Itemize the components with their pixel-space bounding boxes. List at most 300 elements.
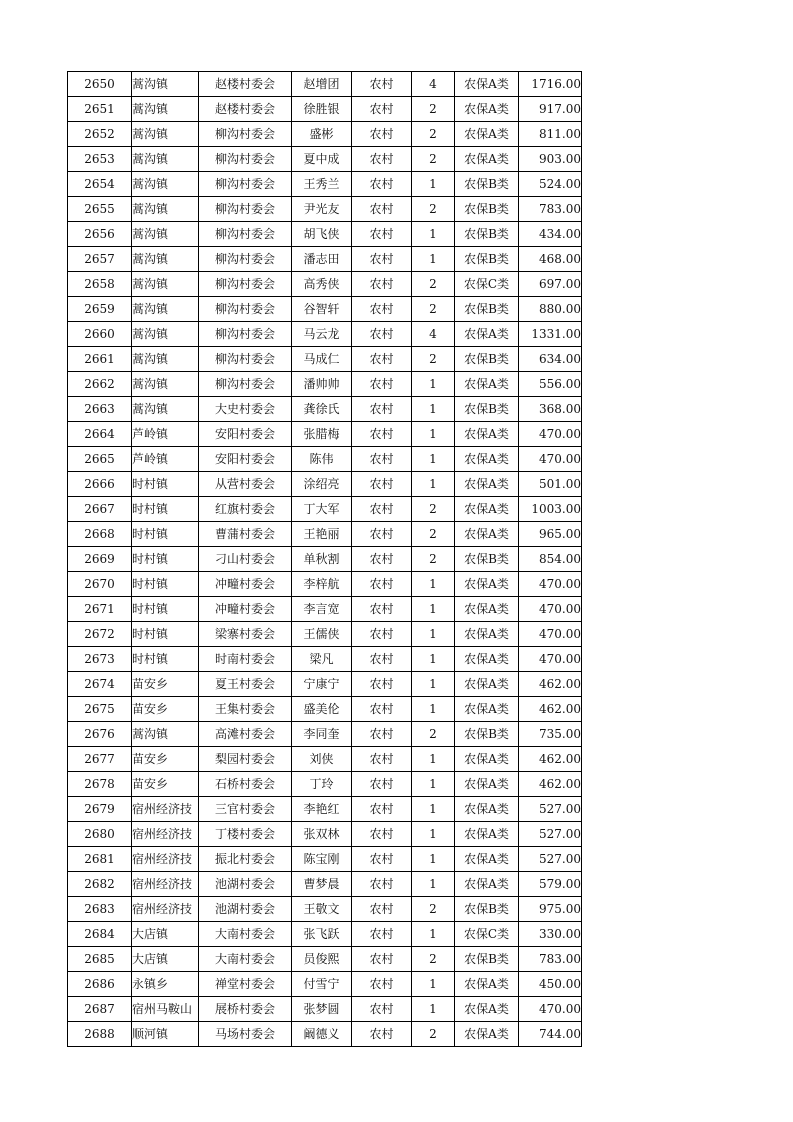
table-row (68, 472, 582, 497)
person-name-cell: 马成仁 (292, 347, 352, 372)
member-count-cell: 1 (412, 772, 455, 797)
household-type-cell: 农村 (352, 222, 412, 247)
insurance-category-cell: 农保A类 (455, 322, 519, 347)
member-count-cell: 2 (412, 897, 455, 922)
village-committee-cell: 柳沟村委会 (199, 172, 292, 197)
insurance-category-cell: 农保A类 (455, 597, 519, 622)
person-name-cell: 潘志田 (292, 247, 352, 272)
village-committee-cell: 柳沟村委会 (199, 247, 292, 272)
insurance-category-cell: 农保A类 (455, 997, 519, 1022)
village-committee-cell: 冲疃村委会 (199, 597, 292, 622)
household-type-cell: 农村 (352, 547, 412, 572)
table-row (68, 497, 582, 522)
person-name-cell: 涂绍亮 (292, 472, 352, 497)
member-count-cell: 2 (412, 522, 455, 547)
record-id-cell: 2657 (68, 247, 132, 272)
member-count-cell: 2 (412, 1022, 455, 1047)
table-row (68, 622, 582, 647)
roster-body (68, 72, 582, 1047)
town-name-cell: 时村镇 (132, 572, 199, 597)
household-type-cell: 农村 (352, 247, 412, 272)
person-name-cell: 张腊梅 (292, 422, 352, 447)
table-row (68, 797, 582, 822)
record-id-cell: 2682 (68, 872, 132, 897)
town-name-cell: 大店镇 (132, 922, 199, 947)
member-count-cell: 1 (412, 672, 455, 697)
member-count-cell: 1 (412, 472, 455, 497)
record-id-cell: 2670 (68, 572, 132, 597)
record-id-cell: 2681 (68, 847, 132, 872)
table-row (68, 1022, 582, 1047)
amount-value-cell: 470.00 (519, 647, 582, 672)
roster-table (67, 71, 582, 1047)
town-name-cell: 蒿沟镇 (132, 122, 199, 147)
village-committee-cell: 王集村委会 (199, 697, 292, 722)
household-type-cell: 农村 (352, 722, 412, 747)
record-id-cell: 2659 (68, 297, 132, 322)
village-committee-cell: 柳沟村委会 (199, 222, 292, 247)
person-name-cell: 张梦圆 (292, 997, 352, 1022)
household-type-cell: 农村 (352, 847, 412, 872)
household-type-cell: 农村 (352, 772, 412, 797)
table-row (68, 422, 582, 447)
insurance-category-cell: 农保B类 (455, 297, 519, 322)
town-name-cell: 时村镇 (132, 597, 199, 622)
table-row (68, 372, 582, 397)
town-name-cell: 蒿沟镇 (132, 172, 199, 197)
member-count-cell: 2 (412, 347, 455, 372)
table-row (68, 197, 582, 222)
household-type-cell: 农村 (352, 597, 412, 622)
insurance-category-cell: 农保A类 (455, 772, 519, 797)
town-name-cell: 蒿沟镇 (132, 722, 199, 747)
table-row (68, 997, 582, 1022)
amount-value-cell: 811.00 (519, 122, 582, 147)
village-committee-cell: 池湖村委会 (199, 872, 292, 897)
household-type-cell: 农村 (352, 497, 412, 522)
household-type-cell: 农村 (352, 347, 412, 372)
insurance-category-cell: 农保A类 (455, 647, 519, 672)
table-row (68, 947, 582, 972)
household-type-cell: 农村 (352, 447, 412, 472)
person-name-cell: 李同奎 (292, 722, 352, 747)
member-count-cell: 1 (412, 822, 455, 847)
town-name-cell: 蒿沟镇 (132, 72, 199, 97)
record-id-cell: 2663 (68, 397, 132, 422)
record-id-cell: 2678 (68, 772, 132, 797)
village-committee-cell: 高滩村委会 (199, 722, 292, 747)
household-type-cell: 农村 (352, 822, 412, 847)
person-name-cell: 李艳红 (292, 797, 352, 822)
town-name-cell: 蒿沟镇 (132, 97, 199, 122)
village-committee-cell: 梨园村委会 (199, 747, 292, 772)
record-id-cell: 2679 (68, 797, 132, 822)
village-committee-cell: 马场村委会 (199, 1022, 292, 1047)
town-name-cell: 蒿沟镇 (132, 322, 199, 347)
member-count-cell: 1 (412, 872, 455, 897)
town-name-cell: 蒿沟镇 (132, 147, 199, 172)
insurance-category-cell: 农保A类 (455, 797, 519, 822)
member-count-cell: 1 (412, 597, 455, 622)
amount-value-cell: 470.00 (519, 622, 582, 647)
record-id-cell: 2674 (68, 672, 132, 697)
table-row (68, 672, 582, 697)
town-name-cell: 时村镇 (132, 647, 199, 672)
person-name-cell: 盛彬 (292, 122, 352, 147)
household-type-cell: 农村 (352, 797, 412, 822)
amount-value-cell: 697.00 (519, 272, 582, 297)
table-row (68, 397, 582, 422)
amount-value-cell: 965.00 (519, 522, 582, 547)
village-committee-cell: 赵楼村委会 (199, 97, 292, 122)
amount-value-cell: 880.00 (519, 297, 582, 322)
insurance-category-cell: 农保A类 (455, 672, 519, 697)
town-name-cell: 蒿沟镇 (132, 347, 199, 372)
person-name-cell: 夏中成 (292, 147, 352, 172)
town-name-cell: 蒿沟镇 (132, 197, 199, 222)
household-type-cell: 农村 (352, 147, 412, 172)
insurance-category-cell: 农保A类 (455, 522, 519, 547)
amount-value-cell: 1716.00 (519, 72, 582, 97)
insurance-category-cell: 农保A类 (455, 122, 519, 147)
insurance-category-cell: 农保A类 (455, 422, 519, 447)
record-id-cell: 2675 (68, 697, 132, 722)
record-id-cell: 2662 (68, 372, 132, 397)
insurance-category-cell: 农保B类 (455, 247, 519, 272)
amount-value-cell: 462.00 (519, 747, 582, 772)
member-count-cell: 1 (412, 847, 455, 872)
town-name-cell: 永镇乡 (132, 972, 199, 997)
record-id-cell: 2665 (68, 447, 132, 472)
amount-value-cell: 556.00 (519, 372, 582, 397)
record-id-cell: 2685 (68, 947, 132, 972)
amount-value-cell: 462.00 (519, 772, 582, 797)
insurance-category-cell: 农保A类 (455, 97, 519, 122)
household-type-cell: 农村 (352, 322, 412, 347)
member-count-cell: 1 (412, 922, 455, 947)
village-committee-cell: 柳沟村委会 (199, 147, 292, 172)
member-count-cell: 1 (412, 797, 455, 822)
member-count-cell: 2 (412, 272, 455, 297)
amount-value-cell: 783.00 (519, 947, 582, 972)
insurance-category-cell: 农保A类 (455, 872, 519, 897)
person-name-cell: 尹光友 (292, 197, 352, 222)
member-count-cell: 1 (412, 697, 455, 722)
village-committee-cell: 夏王村委会 (199, 672, 292, 697)
record-id-cell: 2672 (68, 622, 132, 647)
amount-value-cell: 462.00 (519, 697, 582, 722)
village-committee-cell: 大南村委会 (199, 922, 292, 947)
amount-value-cell: 527.00 (519, 822, 582, 847)
town-name-cell: 芦岭镇 (132, 447, 199, 472)
town-name-cell: 宿州经济技 (132, 897, 199, 922)
table-row (68, 347, 582, 372)
record-id-cell: 2687 (68, 997, 132, 1022)
table-row (68, 647, 582, 672)
table-row (68, 447, 582, 472)
household-type-cell: 农村 (352, 872, 412, 897)
insurance-category-cell: 农保B类 (455, 222, 519, 247)
table-row (68, 272, 582, 297)
village-committee-cell: 三官村委会 (199, 797, 292, 822)
village-committee-cell: 时南村委会 (199, 647, 292, 672)
table-row (68, 897, 582, 922)
village-committee-cell: 振北村委会 (199, 847, 292, 872)
table-row (68, 697, 582, 722)
person-name-cell: 单秋割 (292, 547, 352, 572)
record-id-cell: 2654 (68, 172, 132, 197)
amount-value-cell: 501.00 (519, 472, 582, 497)
member-count-cell: 1 (412, 247, 455, 272)
record-id-cell: 2660 (68, 322, 132, 347)
record-id-cell: 2671 (68, 597, 132, 622)
insurance-category-cell: 农保B类 (455, 347, 519, 372)
town-name-cell: 宿州经济技 (132, 872, 199, 897)
person-name-cell: 徐胜银 (292, 97, 352, 122)
household-type-cell: 农村 (352, 947, 412, 972)
amount-value-cell: 917.00 (519, 97, 582, 122)
person-name-cell: 曹梦晨 (292, 872, 352, 897)
table-row (68, 72, 582, 97)
town-name-cell: 苗安乡 (132, 672, 199, 697)
member-count-cell: 1 (412, 447, 455, 472)
amount-value-cell: 744.00 (519, 1022, 582, 1047)
household-type-cell: 农村 (352, 672, 412, 697)
person-name-cell: 李梓航 (292, 572, 352, 597)
village-committee-cell: 从营村委会 (199, 472, 292, 497)
record-id-cell: 2653 (68, 147, 132, 172)
member-count-cell: 2 (412, 197, 455, 222)
household-type-cell: 农村 (352, 422, 412, 447)
insurance-category-cell: 农保A类 (455, 447, 519, 472)
record-id-cell: 2676 (68, 722, 132, 747)
household-type-cell: 农村 (352, 172, 412, 197)
village-committee-cell: 柳沟村委会 (199, 372, 292, 397)
record-id-cell: 2652 (68, 122, 132, 147)
record-id-cell: 2658 (68, 272, 132, 297)
insurance-category-cell: 农保A类 (455, 497, 519, 522)
insurance-category-cell: 农保A类 (455, 372, 519, 397)
table-row (68, 147, 582, 172)
amount-value-cell: 783.00 (519, 197, 582, 222)
record-id-cell: 2664 (68, 422, 132, 447)
insurance-category-cell: 农保A类 (455, 147, 519, 172)
town-name-cell: 宿州经济技 (132, 822, 199, 847)
village-committee-cell: 赵楼村委会 (199, 72, 292, 97)
amount-value-cell: 1331.00 (519, 322, 582, 347)
town-name-cell: 时村镇 (132, 497, 199, 522)
village-committee-cell: 展桥村委会 (199, 997, 292, 1022)
amount-value-cell: 470.00 (519, 997, 582, 1022)
household-type-cell: 农村 (352, 647, 412, 672)
table-row (68, 822, 582, 847)
table-row (68, 122, 582, 147)
member-count-cell: 1 (412, 747, 455, 772)
table-row (68, 322, 582, 347)
member-count-cell: 4 (412, 72, 455, 97)
table-row (68, 747, 582, 772)
record-id-cell: 2661 (68, 347, 132, 372)
table-row (68, 847, 582, 872)
record-id-cell: 2669 (68, 547, 132, 572)
town-name-cell: 蒿沟镇 (132, 272, 199, 297)
record-id-cell: 2673 (68, 647, 132, 672)
village-committee-cell: 安阳村委会 (199, 447, 292, 472)
member-count-cell: 1 (412, 222, 455, 247)
village-committee-cell: 冲疃村委会 (199, 572, 292, 597)
insurance-category-cell: 农保A类 (455, 972, 519, 997)
member-count-cell: 1 (412, 572, 455, 597)
member-count-cell: 2 (412, 497, 455, 522)
table-row (68, 247, 582, 272)
village-committee-cell: 柳沟村委会 (199, 197, 292, 222)
member-count-cell: 2 (412, 722, 455, 747)
household-type-cell: 农村 (352, 197, 412, 222)
insurance-category-cell: 农保A类 (455, 697, 519, 722)
household-type-cell: 农村 (352, 472, 412, 497)
household-type-cell: 农村 (352, 922, 412, 947)
insurance-category-cell: 农保B类 (455, 397, 519, 422)
member-count-cell: 2 (412, 297, 455, 322)
household-type-cell: 农村 (352, 1022, 412, 1047)
town-name-cell: 蒿沟镇 (132, 222, 199, 247)
village-committee-cell: 柳沟村委会 (199, 322, 292, 347)
member-count-cell: 1 (412, 172, 455, 197)
record-id-cell: 2688 (68, 1022, 132, 1047)
town-name-cell: 苗安乡 (132, 697, 199, 722)
member-count-cell: 1 (412, 422, 455, 447)
household-type-cell: 农村 (352, 897, 412, 922)
person-name-cell: 付雪宁 (292, 972, 352, 997)
record-id-cell: 2651 (68, 97, 132, 122)
person-name-cell: 王敬文 (292, 897, 352, 922)
member-count-cell: 2 (412, 947, 455, 972)
insurance-category-cell: 农保B类 (455, 722, 519, 747)
member-count-cell: 1 (412, 372, 455, 397)
amount-value-cell: 903.00 (519, 147, 582, 172)
village-committee-cell: 柳沟村委会 (199, 122, 292, 147)
table-row (68, 922, 582, 947)
table-row (68, 972, 582, 997)
amount-value-cell: 975.00 (519, 897, 582, 922)
town-name-cell: 时村镇 (132, 547, 199, 572)
table-row (68, 872, 582, 897)
table-row (68, 772, 582, 797)
insurance-category-cell: 农保B类 (455, 897, 519, 922)
household-type-cell: 农村 (352, 122, 412, 147)
person-name-cell: 谷智轩 (292, 297, 352, 322)
amount-value-cell: 450.00 (519, 972, 582, 997)
member-count-cell: 1 (412, 647, 455, 672)
village-committee-cell: 刁山村委会 (199, 547, 292, 572)
town-name-cell: 时村镇 (132, 522, 199, 547)
household-type-cell: 农村 (352, 622, 412, 647)
person-name-cell: 张双林 (292, 822, 352, 847)
village-committee-cell: 柳沟村委会 (199, 297, 292, 322)
record-id-cell: 2680 (68, 822, 132, 847)
amount-value-cell: 527.00 (519, 847, 582, 872)
household-type-cell: 农村 (352, 97, 412, 122)
record-id-cell: 2684 (68, 922, 132, 947)
household-type-cell: 农村 (352, 297, 412, 322)
amount-value-cell: 735.00 (519, 722, 582, 747)
record-id-cell: 2655 (68, 197, 132, 222)
town-name-cell: 蒿沟镇 (132, 372, 199, 397)
table-row (68, 722, 582, 747)
person-name-cell: 员俊熙 (292, 947, 352, 972)
person-name-cell: 刘侠 (292, 747, 352, 772)
insurance-category-cell: 农保B类 (455, 172, 519, 197)
person-name-cell: 龚徐氏 (292, 397, 352, 422)
insurance-category-cell: 农保A类 (455, 847, 519, 872)
person-name-cell: 赵增团 (292, 72, 352, 97)
amount-value-cell: 470.00 (519, 597, 582, 622)
record-id-cell: 2667 (68, 497, 132, 522)
insurance-category-cell: 农保A类 (455, 622, 519, 647)
town-name-cell: 苗安乡 (132, 747, 199, 772)
village-committee-cell: 丁楼村委会 (199, 822, 292, 847)
insurance-category-cell: 农保B类 (455, 547, 519, 572)
town-name-cell: 芦岭镇 (132, 422, 199, 447)
amount-value-cell: 854.00 (519, 547, 582, 572)
town-name-cell: 蒿沟镇 (132, 297, 199, 322)
person-name-cell: 潘帅帅 (292, 372, 352, 397)
village-committee-cell: 红旗村委会 (199, 497, 292, 522)
amount-value-cell: 470.00 (519, 422, 582, 447)
household-type-cell: 农村 (352, 397, 412, 422)
member-count-cell: 1 (412, 997, 455, 1022)
person-name-cell: 王儒侠 (292, 622, 352, 647)
member-count-cell: 2 (412, 122, 455, 147)
household-type-cell: 农村 (352, 72, 412, 97)
record-id-cell: 2668 (68, 522, 132, 547)
town-name-cell: 蒿沟镇 (132, 397, 199, 422)
amount-value-cell: 462.00 (519, 672, 582, 697)
insurance-category-cell: 农保C类 (455, 272, 519, 297)
amount-value-cell: 524.00 (519, 172, 582, 197)
record-id-cell: 2683 (68, 897, 132, 922)
household-type-cell: 农村 (352, 372, 412, 397)
insurance-category-cell: 农保A类 (455, 572, 519, 597)
person-name-cell: 盛美伦 (292, 697, 352, 722)
person-name-cell: 宁康宁 (292, 672, 352, 697)
household-type-cell: 农村 (352, 997, 412, 1022)
record-id-cell: 2677 (68, 747, 132, 772)
member-count-cell: 4 (412, 322, 455, 347)
insurance-category-cell: 农保A类 (455, 72, 519, 97)
person-name-cell: 陈伟 (292, 447, 352, 472)
town-name-cell: 大店镇 (132, 947, 199, 972)
amount-value-cell: 368.00 (519, 397, 582, 422)
record-id-cell: 2686 (68, 972, 132, 997)
amount-value-cell: 470.00 (519, 447, 582, 472)
amount-value-cell: 330.00 (519, 922, 582, 947)
insurance-category-cell: 农保A类 (455, 1022, 519, 1047)
household-type-cell: 农村 (352, 972, 412, 997)
amount-value-cell: 1003.00 (519, 497, 582, 522)
person-name-cell: 高秀侠 (292, 272, 352, 297)
table-row (68, 222, 582, 247)
village-committee-cell: 大史村委会 (199, 397, 292, 422)
town-name-cell: 宿州经济技 (132, 797, 199, 822)
record-id-cell: 2666 (68, 472, 132, 497)
town-name-cell: 蒿沟镇 (132, 247, 199, 272)
insurance-category-cell: 农保A类 (455, 472, 519, 497)
insurance-category-cell: 农保A类 (455, 822, 519, 847)
insurance-category-cell: 农保A类 (455, 747, 519, 772)
person-name-cell: 马云龙 (292, 322, 352, 347)
household-type-cell: 农村 (352, 697, 412, 722)
